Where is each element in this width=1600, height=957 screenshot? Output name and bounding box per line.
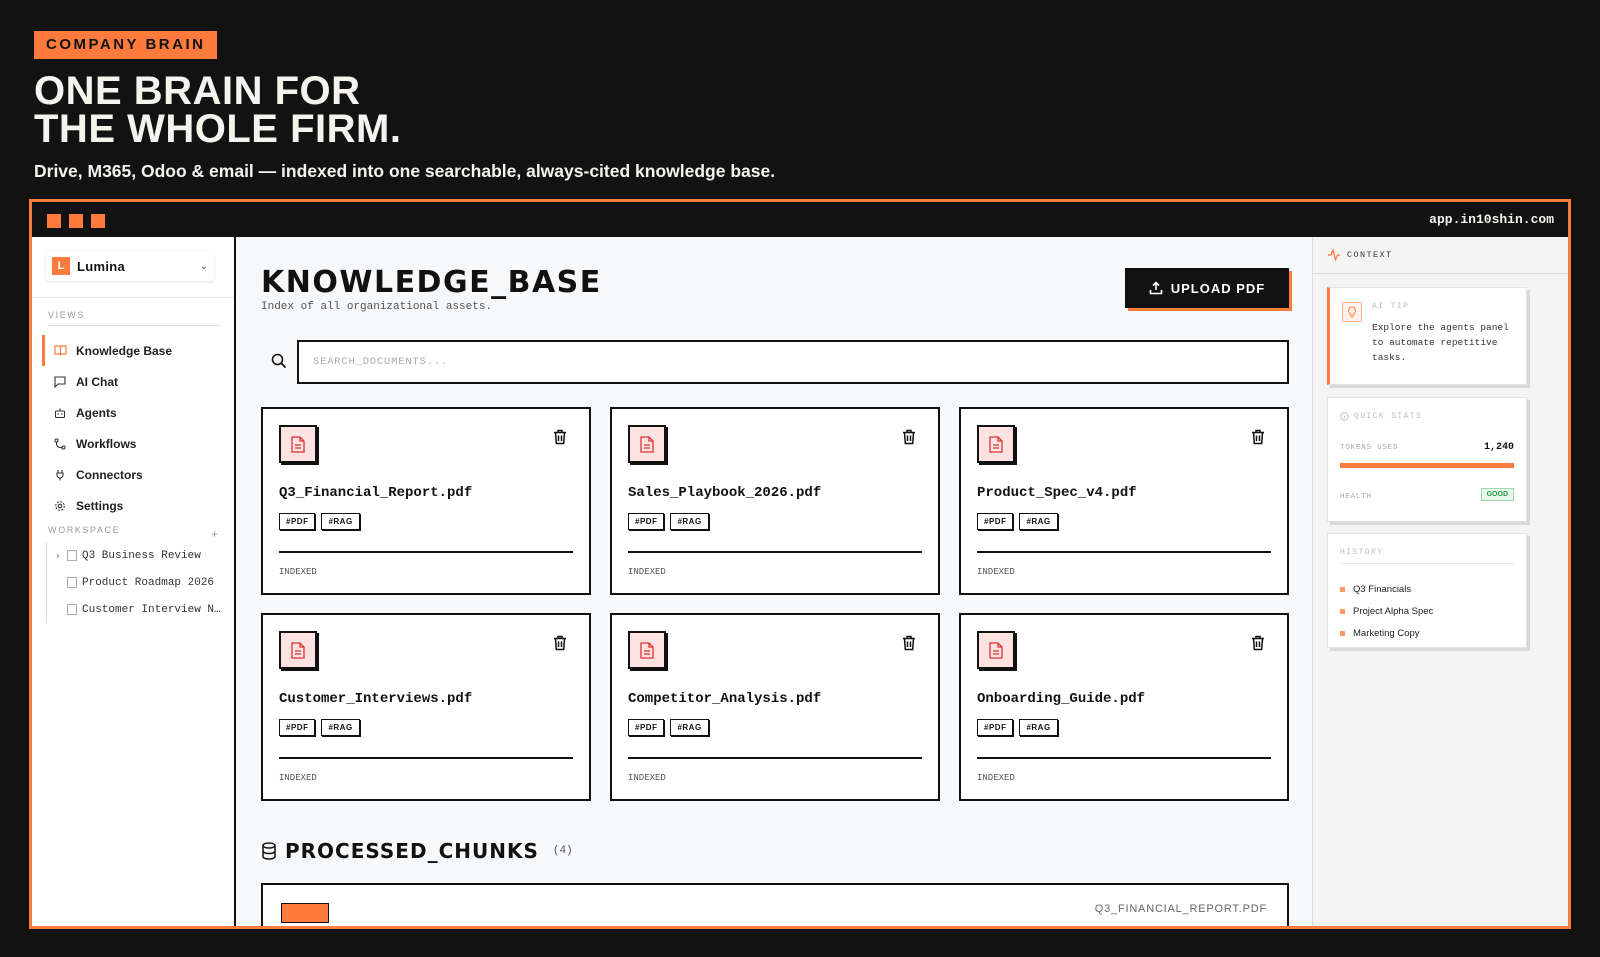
page-subtitle: Index of all organizational assets.: [261, 301, 493, 313]
hero-badge: COMPANY BRAIN: [34, 31, 217, 59]
upload-pdf-button[interactable]: [1125, 268, 1289, 308]
tokens-used-value: 1,240: [1483, 442, 1514, 453]
ai-tip-label: AI TIP: [1372, 302, 1410, 311]
upload-icon: [1149, 281, 1163, 295]
document-tags: [977, 513, 1058, 530]
document-tag[interactable]: #PDF: [628, 719, 664, 736]
sidebar-item-workflows[interactable]: [42, 428, 234, 459]
document-tags: [628, 719, 709, 736]
document-status: INDEXED: [628, 773, 666, 783]
upload-pdf-label: UPLOAD PDF: [1170, 280, 1266, 296]
sidebar-item-ai-chat[interactable]: [42, 366, 234, 397]
document-name: Onboarding_Guide.pdf: [977, 691, 1146, 707]
document-name: Competitor_Analysis.pdf: [628, 691, 822, 707]
lightbulb-icon: [1342, 302, 1362, 322]
main-content: [236, 237, 1312, 926]
document-status: INDEXED: [628, 567, 666, 577]
history-item[interactable]: Q3 Financials: [1340, 578, 1433, 600]
document-tags: [977, 719, 1058, 736]
plug-icon: [52, 467, 68, 483]
card-divider: [628, 757, 922, 759]
document-tags: [628, 513, 709, 530]
chevron-right-icon: ›: [55, 550, 61, 561]
card-divider: [977, 757, 1271, 759]
document-card[interactable]: [959, 407, 1289, 595]
hero-title: [34, 69, 402, 151]
document-name: Sales_Playbook_2026.pdf: [628, 485, 822, 501]
sidebar-item-connectors[interactable]: [42, 459, 234, 490]
quick-stats-header: [1340, 412, 1422, 421]
document-tag[interactable]: #RAG: [670, 719, 708, 736]
file-icon: [67, 577, 77, 588]
sidebar: [32, 237, 236, 926]
processed-chunks-header: [261, 839, 573, 863]
document-tag[interactable]: #RAG: [1019, 513, 1057, 530]
chunk-chip: [281, 903, 329, 923]
trash-icon[interactable]: [902, 635, 918, 651]
context-rule: [1313, 273, 1568, 274]
workspace-item-label: Product Roadmap 2026: [82, 576, 215, 589]
card-divider: [279, 757, 573, 759]
health-label: HEALTH: [1340, 493, 1372, 501]
workspace-logo: L: [52, 257, 70, 275]
views-label: VIEWS: [48, 310, 86, 320]
sidebar-item-label: Knowledge Base: [76, 343, 173, 358]
pdf-file-icon: [628, 631, 666, 669]
app-body: [32, 237, 1568, 926]
sidebar-item-label: AI Chat: [76, 374, 118, 389]
workspace-item[interactable]: [55, 542, 234, 569]
document-tag[interactable]: #PDF: [279, 513, 315, 530]
chunk-source: Q3_FINANCIAL_REPORT.PDF: [1094, 903, 1267, 915]
activity-icon: [1327, 249, 1341, 261]
views-rule: [48, 325, 220, 326]
tokens-progress-bar: [1340, 463, 1514, 468]
sidebar-item-settings[interactable]: [42, 490, 234, 521]
document-status: INDEXED: [279, 567, 317, 577]
document-card[interactable]: [610, 613, 940, 801]
window-control-dot[interactable]: [69, 214, 83, 228]
page-title: KNOWLEDGE_BASE: [261, 265, 602, 300]
window-control-dot[interactable]: [47, 214, 61, 228]
context-header-label: CONTEXT: [1347, 250, 1393, 260]
processed-chunks-title: PROCESSED_CHUNKS: [285, 839, 539, 863]
hero-title-line2: THE WHOLE FIRM.: [34, 107, 402, 151]
document-tags: [279, 719, 360, 736]
workspace-name: Lumina: [77, 258, 126, 274]
file-icon: [67, 550, 77, 561]
history-label: HISTORY: [1340, 548, 1514, 564]
file-icon: [67, 604, 77, 615]
health-status-badge: GOOD: [1481, 488, 1514, 501]
ai-tip-card: [1327, 287, 1527, 385]
sidebar-item-label: Workflows: [76, 436, 137, 451]
document-name: Product_Spec_v4.pdf: [977, 485, 1137, 501]
search-input[interactable]: [297, 340, 1289, 384]
document-tags: [279, 513, 360, 530]
document-tag[interactable]: #RAG: [670, 513, 708, 530]
workspace-item-label: Q3 Business Review: [82, 549, 201, 562]
pdf-file-icon: [279, 425, 317, 463]
chunk-card[interactable]: [261, 883, 1289, 926]
document-name: Q3_Financial_Report.pdf: [279, 485, 473, 501]
workflow-icon: [52, 436, 68, 452]
document-status: INDEXED: [977, 773, 1015, 783]
workspace-item[interactable]: [55, 596, 234, 623]
ai-tip-text: Explore the agents panel to automate repetitive tasks.: [1372, 322, 1509, 363]
trash-icon[interactable]: [1251, 635, 1267, 651]
pdf-file-icon: [279, 631, 317, 669]
sidebar-item-knowledge-base[interactable]: [42, 335, 234, 366]
gear-icon: [52, 498, 68, 514]
context-panel: [1312, 237, 1568, 926]
document-tag[interactable]: #PDF: [279, 719, 315, 736]
sidebar-item-label: Agents: [76, 405, 117, 420]
pdf-file-icon: [977, 425, 1015, 463]
chevron-down-icon: ⌄: [199, 260, 208, 272]
info-icon: [1340, 412, 1349, 421]
document-tag[interactable]: #PDF: [628, 513, 664, 530]
history-item[interactable]: Marketing Copy: [1340, 622, 1433, 644]
history-list: [1340, 578, 1433, 644]
document-tag[interactable]: #RAG: [321, 513, 359, 530]
document-tag[interactable]: #PDF: [977, 513, 1013, 530]
sidebar-item-label: Settings: [76, 498, 124, 513]
history-card: [1327, 533, 1527, 648]
trash-icon[interactable]: [902, 429, 918, 445]
document-tag[interactable]: #RAG: [1019, 719, 1057, 736]
trash-icon[interactable]: [1251, 429, 1267, 445]
book-open-icon: [52, 343, 68, 359]
window-control-dot[interactable]: [91, 214, 105, 228]
message-square-icon: [52, 374, 68, 390]
history-item[interactable]: Project Alpha Spec: [1340, 600, 1433, 622]
window-url: app.in10shin.com: [1429, 212, 1554, 227]
document-name: Customer_Interviews.pdf: [279, 691, 473, 707]
context-header: [1327, 249, 1393, 261]
tokens-progress-fill: [1340, 463, 1514, 468]
trash-icon[interactable]: [553, 635, 569, 651]
document-tag[interactable]: #RAG: [321, 719, 359, 736]
database-icon: [261, 842, 277, 860]
app-window: [29, 199, 1571, 929]
sidebar-item-label: Connectors: [76, 467, 143, 482]
add-workspace-item-button[interactable]: +: [210, 527, 218, 541]
pdf-file-icon: [628, 425, 666, 463]
card-divider: [977, 551, 1271, 553]
document-card[interactable]: [261, 407, 591, 595]
document-tag[interactable]: #PDF: [977, 719, 1013, 736]
tokens-used-label: TOKENS USED: [1340, 444, 1399, 452]
bot-icon: [52, 405, 68, 421]
pdf-file-icon: [977, 631, 1015, 669]
document-card[interactable]: [959, 613, 1289, 801]
hero-subtitle: Drive, M365, Odoo & email — indexed into one searchable, always-cited knowledge base.: [34, 161, 776, 181]
quick-stats-card: [1327, 397, 1527, 522]
window-titlebar: [32, 202, 1568, 237]
search-icon: [271, 353, 287, 369]
document-card[interactable]: [610, 407, 940, 595]
workspace-tree: [46, 542, 234, 623]
card-divider: [279, 551, 573, 553]
card-divider: [628, 551, 922, 553]
sidebar-item-agents[interactable]: [42, 397, 234, 428]
document-status: INDEXED: [279, 773, 317, 783]
workspace-label: WORKSPACE: [48, 525, 121, 535]
sidebar-divider: [32, 297, 234, 298]
workspace-item[interactable]: [55, 569, 234, 596]
hero-title-line1: ONE BRAIN FOR: [34, 69, 361, 113]
document-status: INDEXED: [977, 567, 1015, 577]
quick-stats-label: QUICK STATS: [1354, 412, 1423, 421]
workspace-item-label: Customer Interview N…: [82, 603, 221, 616]
trash-icon[interactable]: [553, 429, 569, 445]
workspace-switcher[interactable]: [46, 251, 214, 281]
processed-chunks-count: (4): [552, 845, 573, 857]
document-card[interactable]: [261, 613, 591, 801]
sidebar-nav: [42, 335, 234, 521]
